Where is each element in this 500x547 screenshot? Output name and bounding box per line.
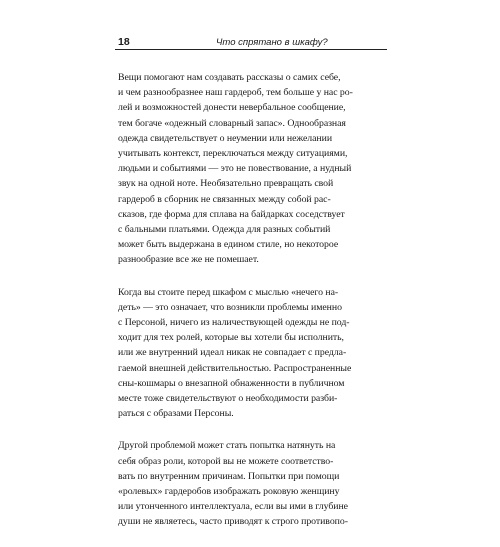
text-line: тем богаче «одежный словарный запас». Однообразная: [118, 117, 346, 129]
text-line: ходит для тех ролей, которые вы хотели бы исполнить,: [118, 332, 344, 344]
text-line: лей и возможностей донести невербальное сообщение,: [118, 102, 346, 114]
running-title: Что спрятано в шкафу?: [216, 37, 328, 48]
page-header: [115, 36, 387, 52]
text-line: Когда вы стоите перед шкафом с мыслью «нечего на-: [118, 286, 339, 298]
body-text: [118, 70, 384, 547]
text-line: «ролевых» гардеробов изображать роковую женщину: [118, 486, 340, 498]
text-line: Другой проблемой может стать попытка натянуть на: [118, 440, 336, 452]
text-line: может быть выдержана в едином стиле, но некоторое: [118, 239, 339, 251]
text-line: или утонченного интеллектуала, если вы ими в глубине: [118, 501, 348, 513]
text-line: сказов, где форма для сплава на байдарках соседствует: [118, 208, 345, 220]
text-line: раться с образами Персоны.: [118, 408, 234, 420]
text-line: гардероб в сборник не связанных между собой рас-: [118, 193, 331, 205]
text-line: с бальными платьями. Одежда для разных событий: [118, 224, 331, 236]
header-rule: [115, 49, 387, 50]
text-line: людьми и событиями — это не повествование, а нудный: [118, 163, 352, 175]
page-number: 18: [118, 36, 130, 48]
paragraph: [118, 70, 384, 268]
text-line: деть» — это означает, что возникли проблемы именно: [118, 301, 342, 313]
text-line: с Персоной, ничего из наличествующей одежды не под-: [118, 317, 350, 329]
text-line: души не являетесь, часто приводят к строго противопо-: [118, 516, 348, 528]
text-line: вать по внутренним причинам. Попытки при помощи: [118, 470, 340, 482]
paragraph: [118, 285, 384, 422]
text-line: разнообразие все же не помешает.: [118, 254, 259, 266]
paragraph: [118, 438, 384, 529]
text-line: или же внутренний идеал никак не совпадает с предла-: [118, 347, 347, 359]
text-line: звук на одной ноте. Необязательно превращать свой: [118, 178, 334, 190]
text-line: и чем разнообразнее наш гардероб, тем больше у нас ро-: [118, 87, 353, 99]
text-line: себя образ роли, которой вы не можете соответство-: [118, 455, 334, 467]
text-line: сны-кошмары о внезапной обнаженности в публичном: [118, 377, 345, 389]
text-line: учитывать контекст, переключаться между ситуациями,: [118, 148, 348, 160]
text-line: одежда свидетельствует о неумении или нежелании: [118, 132, 333, 144]
text-line: гаемой внешней действительностью. Распространенные: [118, 362, 352, 374]
text-line: месте тоже свидетельствуют о необходимости разби-: [118, 393, 338, 405]
text-line: Вещи помогают нам создавать рассказы о самих себе,: [118, 72, 341, 83]
